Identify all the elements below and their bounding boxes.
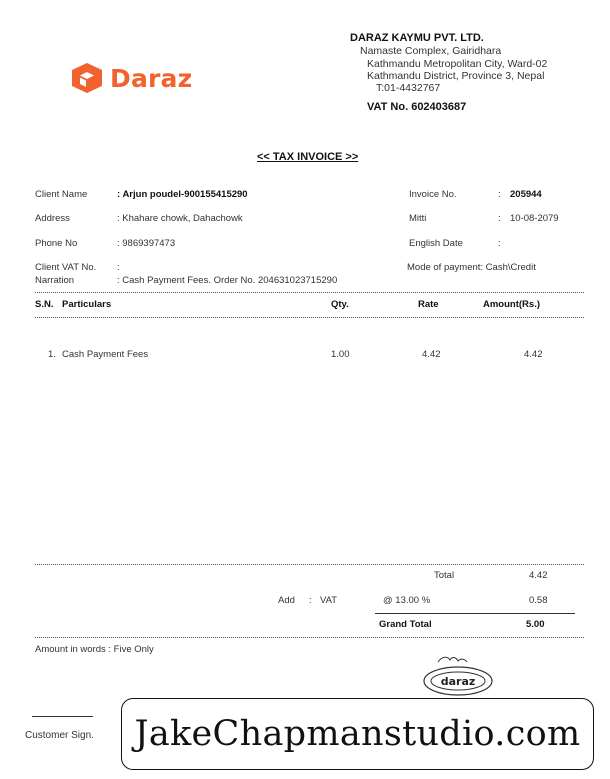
client-name-value: : Arjun poudel-900155415290 bbox=[117, 189, 248, 200]
invoice-title: << TAX INVOICE >> bbox=[257, 151, 359, 163]
row-amount: 4.42 bbox=[524, 349, 543, 360]
watermark-text: JakeChapmanstudio.com bbox=[134, 714, 581, 754]
svg-text:daraz: daraz bbox=[440, 675, 476, 688]
client-vat-label: Client VAT No. bbox=[35, 262, 97, 273]
client-phone-label: Phone No bbox=[35, 238, 78, 249]
company-vat: VAT No. 602403687 bbox=[367, 101, 467, 113]
col-amount-header: Amount(Rs.) bbox=[483, 299, 540, 310]
total-value: 4.42 bbox=[529, 570, 548, 581]
mitti-value: 10-08-2079 bbox=[510, 213, 559, 224]
watermark-banner bbox=[121, 698, 594, 770]
col-rate-header: Rate bbox=[418, 299, 439, 310]
payment-mode: Mode of payment: Cash\Credit bbox=[407, 262, 536, 273]
mitti-label: Mitti bbox=[409, 213, 427, 224]
mitti-colon: : bbox=[498, 213, 501, 224]
grand-total-label: Grand Total bbox=[379, 619, 432, 630]
narration-label: Narration bbox=[35, 275, 75, 286]
add-colon: : bbox=[309, 595, 312, 606]
company-name: DARAZ KAYMU PVT. LTD. bbox=[350, 32, 484, 44]
daraz-box-icon bbox=[70, 62, 104, 94]
row-rate: 4.42 bbox=[422, 349, 441, 360]
header-bottom-rule bbox=[35, 317, 584, 318]
company-address-line3: Kathmandu District, Province 3, Nepal bbox=[367, 70, 545, 82]
client-vat-value: : bbox=[117, 262, 120, 273]
english-date-colon: : bbox=[498, 238, 501, 249]
totals-bottom-rule bbox=[35, 637, 584, 638]
row-qty: 1.00 bbox=[331, 349, 350, 360]
invoice-no-label: Invoice No. bbox=[409, 189, 457, 200]
narration-value: : Cash Payment Fees. Order No. 204631023715290 bbox=[117, 275, 338, 286]
row-particulars: Cash Payment Fees bbox=[62, 349, 149, 360]
col-sn-header: S.N. bbox=[35, 299, 54, 310]
invoice-no-colon: : bbox=[498, 189, 501, 200]
header-top-rule bbox=[35, 292, 584, 293]
vat-label: VAT bbox=[320, 595, 338, 606]
invoice-no-value: 205944 bbox=[510, 189, 542, 200]
grand-total-value: 5.00 bbox=[526, 619, 545, 630]
daraz-logo bbox=[70, 62, 192, 94]
stamp-graphic bbox=[420, 654, 496, 698]
signature-line bbox=[32, 716, 93, 717]
company-address-line2: Kathmandu Metropolitan City, Ward-02 bbox=[367, 58, 548, 70]
grand-total-rule bbox=[375, 613, 575, 614]
english-date-label: English Date bbox=[409, 238, 463, 249]
totals-top-rule bbox=[35, 564, 584, 565]
vat-value: 0.58 bbox=[529, 595, 548, 606]
client-phone-value: : 9869397473 bbox=[117, 238, 176, 249]
client-address-label: Address bbox=[35, 213, 70, 224]
client-address-value: : Khahare chowk, Dahachowk bbox=[117, 213, 243, 224]
client-name-label: Client Name bbox=[35, 189, 88, 200]
amount-in-words: Amount in words : Five Only bbox=[35, 644, 154, 655]
col-particulars-header: Particulars bbox=[62, 299, 112, 310]
company-stamp bbox=[420, 654, 496, 701]
company-address-line1: Namaste Complex, Gairidhara bbox=[360, 45, 502, 57]
customer-sign-label: Customer Sign. bbox=[25, 730, 94, 741]
logo-text: Daraz bbox=[110, 63, 193, 93]
total-label: Total bbox=[434, 570, 455, 581]
add-label: Add bbox=[278, 595, 295, 606]
vat-rate: @ 13.00 % bbox=[383, 595, 431, 606]
col-qty-header: Qty. bbox=[331, 299, 349, 310]
company-phone: T:01-4432767 bbox=[376, 82, 441, 94]
row-sn: 1. bbox=[48, 349, 56, 360]
